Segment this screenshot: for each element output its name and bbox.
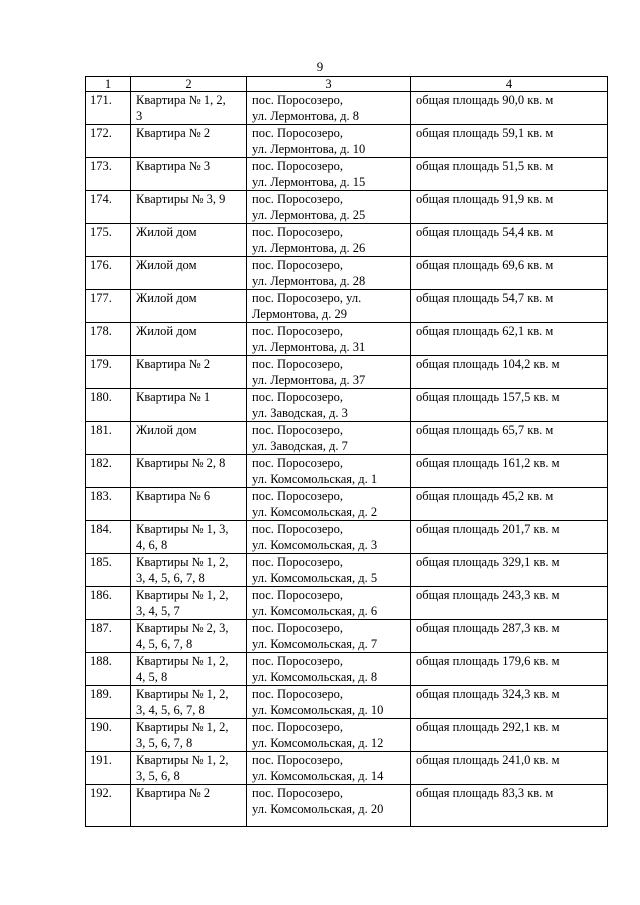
object-name-line: Квартиры № 1, 2, bbox=[136, 753, 229, 767]
address-line: пос. Поросозеро, bbox=[252, 720, 344, 734]
address-line: Лермонтова, д. 29 bbox=[252, 306, 348, 321]
table-row bbox=[86, 158, 608, 191]
address-line: пос. Поросозеро, bbox=[252, 456, 344, 470]
address-line: ул. Комсомольская, д. 14 bbox=[252, 768, 384, 783]
object-name-line: Квартира № 2 bbox=[136, 786, 211, 800]
area-cell: общая площадь 54,7 кв. м bbox=[411, 290, 608, 323]
address-line: пос. Поросозеро, bbox=[252, 258, 344, 272]
row-number: 191. bbox=[86, 752, 131, 785]
address-line: пос. Поросозеро, bbox=[252, 522, 344, 536]
object-name-line: 3 bbox=[136, 108, 143, 123]
row-number: 178. bbox=[86, 323, 131, 356]
object-cell bbox=[131, 389, 247, 422]
area-cell: общая площадь 201,7 кв. м bbox=[411, 521, 608, 554]
column-header-4: 4 bbox=[411, 77, 608, 92]
object-name-line: 3, 4, 5, 6, 7, 8 bbox=[136, 570, 205, 585]
address-cell bbox=[247, 257, 411, 290]
address-cell bbox=[247, 719, 411, 752]
address-cell bbox=[247, 224, 411, 257]
row-number: 182. bbox=[86, 455, 131, 488]
table-row bbox=[86, 290, 608, 323]
address-line: ул. Комсомольская, д. 2 bbox=[252, 504, 378, 519]
table-row bbox=[86, 323, 608, 356]
row-number: 186. bbox=[86, 587, 131, 620]
row-number: 172. bbox=[86, 125, 131, 158]
area-cell: общая площадь 91,9 кв. м bbox=[411, 191, 608, 224]
row-number: 180. bbox=[86, 389, 131, 422]
row-number: 183. bbox=[86, 488, 131, 521]
address-cell bbox=[247, 752, 411, 785]
address-line: ул. Лермонтова, д. 28 bbox=[252, 273, 366, 288]
object-name-line: Квартиры № 2, 8 bbox=[136, 456, 226, 470]
address-line: пос. Поросозеро, bbox=[252, 192, 344, 206]
row-number: 190. bbox=[86, 719, 131, 752]
table-row bbox=[86, 653, 608, 686]
address-cell bbox=[247, 191, 411, 224]
table-row bbox=[86, 92, 608, 125]
address-line: ул. Комсомольская, д. 7 bbox=[252, 636, 378, 651]
object-name-line: 4, 6, 8 bbox=[136, 537, 168, 552]
object-cell bbox=[131, 191, 247, 224]
address-line: пос. Поросозеро, bbox=[252, 159, 344, 173]
object-cell bbox=[131, 224, 247, 257]
column-header-3: 3 bbox=[247, 77, 411, 92]
object-name-line: Квартиры № 2, 3, bbox=[136, 621, 229, 635]
area-cell: общая площадь 62,1 кв. м bbox=[411, 323, 608, 356]
address-line: ул. Лермонтова, д. 31 bbox=[252, 339, 366, 354]
table-row bbox=[86, 554, 608, 587]
address-line: пос. Поросозеро, bbox=[252, 588, 344, 602]
address-line: ул. Лермонтова, д. 8 bbox=[252, 108, 359, 123]
address-line: пос. Поросозеро, bbox=[252, 621, 344, 635]
object-name-line: Квартиры № 1, 3, bbox=[136, 522, 229, 536]
row-number: 177. bbox=[86, 290, 131, 323]
row-number: 189. bbox=[86, 686, 131, 719]
address-cell bbox=[247, 521, 411, 554]
object-name-line: Квартиры № 3, 9 bbox=[136, 192, 226, 206]
address-cell bbox=[247, 686, 411, 719]
area-cell: общая площадь 241,0 кв. м bbox=[411, 752, 608, 785]
object-name-line: Жилой дом bbox=[136, 423, 197, 437]
area-cell: общая площадь 90,0 кв. м bbox=[411, 92, 608, 125]
object-cell bbox=[131, 422, 247, 455]
object-name-line: Квартиры № 1, 2, bbox=[136, 720, 229, 734]
row-number: 174. bbox=[86, 191, 131, 224]
address-line: пос. Поросозеро, bbox=[252, 324, 344, 338]
object-cell bbox=[131, 290, 247, 323]
address-line: пос. Поросозеро, bbox=[252, 786, 344, 800]
area-cell: общая площадь 179,6 кв. м bbox=[411, 653, 608, 686]
area-cell: общая площадь 292,1 кв. м bbox=[411, 719, 608, 752]
address-cell bbox=[247, 620, 411, 653]
object-name-line: Жилой дом bbox=[136, 225, 197, 239]
table-row bbox=[86, 356, 608, 389]
address-line: ул. Комсомольская, д. 6 bbox=[252, 603, 378, 618]
area-cell: общая площадь 65,7 кв. м bbox=[411, 422, 608, 455]
address-line: пос. Поросозеро, bbox=[252, 357, 344, 371]
page-number: 9 bbox=[316, 59, 324, 74]
object-name-line: 3, 4, 5, 7 bbox=[136, 603, 180, 618]
table-row bbox=[86, 455, 608, 488]
object-cell bbox=[131, 554, 247, 587]
area-cell: общая площадь 54,4 кв. м bbox=[411, 224, 608, 257]
area-cell: общая площадь 157,5 кв. м bbox=[411, 389, 608, 422]
address-line: пос. Поросозеро, bbox=[252, 390, 344, 404]
object-cell bbox=[131, 455, 247, 488]
table-body bbox=[86, 92, 608, 827]
row-number: 176. bbox=[86, 257, 131, 290]
object-name-line: Квартиры № 1, 2, bbox=[136, 654, 229, 668]
table-row bbox=[86, 785, 608, 827]
object-cell bbox=[131, 752, 247, 785]
address-cell bbox=[247, 587, 411, 620]
address-cell bbox=[247, 653, 411, 686]
object-cell bbox=[131, 653, 247, 686]
address-line: ул. Заводская, д. 3 bbox=[252, 405, 348, 420]
row-number: 188. bbox=[86, 653, 131, 686]
object-name-line: Квартира № 1, 2, bbox=[136, 93, 226, 107]
table-row bbox=[86, 191, 608, 224]
object-name-line: 4, 5, 6, 7, 8 bbox=[136, 636, 193, 651]
address-cell bbox=[247, 554, 411, 587]
table-row bbox=[86, 620, 608, 653]
area-cell: общая площадь 59,1 кв. м bbox=[411, 125, 608, 158]
object-name-line: Квартира № 2 bbox=[136, 126, 211, 140]
table-row bbox=[86, 224, 608, 257]
object-name-line: Квартира № 3 bbox=[136, 159, 211, 173]
address-cell bbox=[247, 158, 411, 191]
address-line: пос. Поросозеро, bbox=[252, 93, 344, 107]
area-cell: общая площадь 104,2 кв. м bbox=[411, 356, 608, 389]
object-cell bbox=[131, 521, 247, 554]
object-cell bbox=[131, 785, 247, 827]
object-name-line: 3, 5, 6, 8 bbox=[136, 768, 180, 783]
table-row bbox=[86, 686, 608, 719]
object-cell bbox=[131, 257, 247, 290]
table-row bbox=[86, 422, 608, 455]
object-cell bbox=[131, 323, 247, 356]
table-row bbox=[86, 257, 608, 290]
row-number: 181. bbox=[86, 422, 131, 455]
object-cell bbox=[131, 92, 247, 125]
column-header-2: 2 bbox=[131, 77, 247, 92]
object-cell bbox=[131, 587, 247, 620]
object-cell bbox=[131, 686, 247, 719]
address-line: пос. Поросозеро, bbox=[252, 489, 344, 503]
object-name-line: Квартиры № 1, 2, bbox=[136, 555, 229, 569]
table-row bbox=[86, 587, 608, 620]
address-line: пос. Поросозеро, bbox=[252, 687, 344, 701]
address-cell bbox=[247, 488, 411, 521]
table-row bbox=[86, 719, 608, 752]
row-number: 192. bbox=[86, 785, 131, 827]
area-cell: общая площадь 287,3 кв. м bbox=[411, 620, 608, 653]
address-cell bbox=[247, 422, 411, 455]
property-table bbox=[85, 76, 608, 827]
row-number: 187. bbox=[86, 620, 131, 653]
address-line: ул. Лермонтова, д. 25 bbox=[252, 207, 366, 222]
address-line: пос. Поросозеро, bbox=[252, 225, 344, 239]
object-name-line: Квартиры № 1, 2, bbox=[136, 588, 229, 602]
table-row bbox=[86, 488, 608, 521]
address-line: пос. Поросозеро, bbox=[252, 753, 344, 767]
address-line: пос. Поросозеро, ул. bbox=[252, 291, 362, 305]
object-name-line: Квартира № 2 bbox=[136, 357, 211, 371]
table-row bbox=[86, 752, 608, 785]
address-cell bbox=[247, 785, 411, 827]
object-cell bbox=[131, 719, 247, 752]
object-name-line: Жилой дом bbox=[136, 291, 197, 305]
row-number: 171. bbox=[86, 92, 131, 125]
address-line: пос. Поросозеро, bbox=[252, 654, 344, 668]
object-name-line: 4, 5, 8 bbox=[136, 669, 168, 684]
address-line: пос. Поросозеро, bbox=[252, 126, 344, 140]
table-row bbox=[86, 521, 608, 554]
row-number: 173. bbox=[86, 158, 131, 191]
row-number: 184. bbox=[86, 521, 131, 554]
address-cell bbox=[247, 92, 411, 125]
address-line: ул. Лермонтова, д. 15 bbox=[252, 174, 366, 189]
object-cell bbox=[131, 356, 247, 389]
object-name-line: Квартиры № 1, 2, bbox=[136, 687, 229, 701]
row-number: 179. bbox=[86, 356, 131, 389]
object-name-line: 3, 5, 6, 7, 8 bbox=[136, 735, 193, 750]
address-cell bbox=[247, 455, 411, 488]
row-number: 185. bbox=[86, 554, 131, 587]
address-line: пос. Поросозеро, bbox=[252, 423, 344, 437]
object-cell bbox=[131, 125, 247, 158]
object-name-line: Квартира № 6 bbox=[136, 489, 211, 503]
area-cell: общая площадь 324,3 кв. м bbox=[411, 686, 608, 719]
table-row bbox=[86, 389, 608, 422]
address-line: ул. Лермонтова, д. 10 bbox=[252, 141, 366, 156]
area-cell: общая площадь 329,1 кв. м bbox=[411, 554, 608, 587]
address-cell bbox=[247, 323, 411, 356]
address-cell bbox=[247, 290, 411, 323]
area-cell: общая площадь 83,3 кв. м bbox=[411, 785, 608, 827]
address-line: ул. Комсомольская, д. 8 bbox=[252, 669, 378, 684]
object-name-line: Жилой дом bbox=[136, 324, 197, 338]
address-line: ул. Комсомольская, д. 1 bbox=[252, 471, 378, 486]
address-cell bbox=[247, 356, 411, 389]
address-line: ул. Комсомольская, д. 3 bbox=[252, 537, 378, 552]
area-cell: общая площадь 161,2 кв. м bbox=[411, 455, 608, 488]
address-cell bbox=[247, 389, 411, 422]
table-row bbox=[86, 125, 608, 158]
column-header-1: 1 bbox=[86, 77, 131, 92]
area-cell: общая площадь 51,5 кв. м bbox=[411, 158, 608, 191]
address-line: ул. Комсомольская, д. 20 bbox=[252, 801, 384, 816]
area-cell: общая площадь 45,2 кв. м bbox=[411, 488, 608, 521]
address-line: ул. Заводская, д. 7 bbox=[252, 438, 348, 453]
address-line: ул. Комсомольская, д. 10 bbox=[252, 702, 384, 717]
object-name-line: Жилой дом bbox=[136, 258, 197, 272]
object-name-line: Квартира № 1 bbox=[136, 390, 211, 404]
row-number: 175. bbox=[86, 224, 131, 257]
area-cell: общая площадь 243,3 кв. м bbox=[411, 587, 608, 620]
address-line: ул. Комсомольская, д. 5 bbox=[252, 570, 378, 585]
table-header-row bbox=[86, 77, 608, 92]
object-cell bbox=[131, 620, 247, 653]
object-cell bbox=[131, 488, 247, 521]
object-name-line: 3, 4, 5, 6, 7, 8 bbox=[136, 702, 205, 717]
address-line: ул. Комсомольская, д. 12 bbox=[252, 735, 384, 750]
address-line: ул. Лермонтова, д. 37 bbox=[252, 372, 366, 387]
address-cell bbox=[247, 125, 411, 158]
area-cell: общая площадь 69,6 кв. м bbox=[411, 257, 608, 290]
object-cell bbox=[131, 158, 247, 191]
address-line: ул. Лермонтова, д. 26 bbox=[252, 240, 366, 255]
address-line: пос. Поросозеро, bbox=[252, 555, 344, 569]
